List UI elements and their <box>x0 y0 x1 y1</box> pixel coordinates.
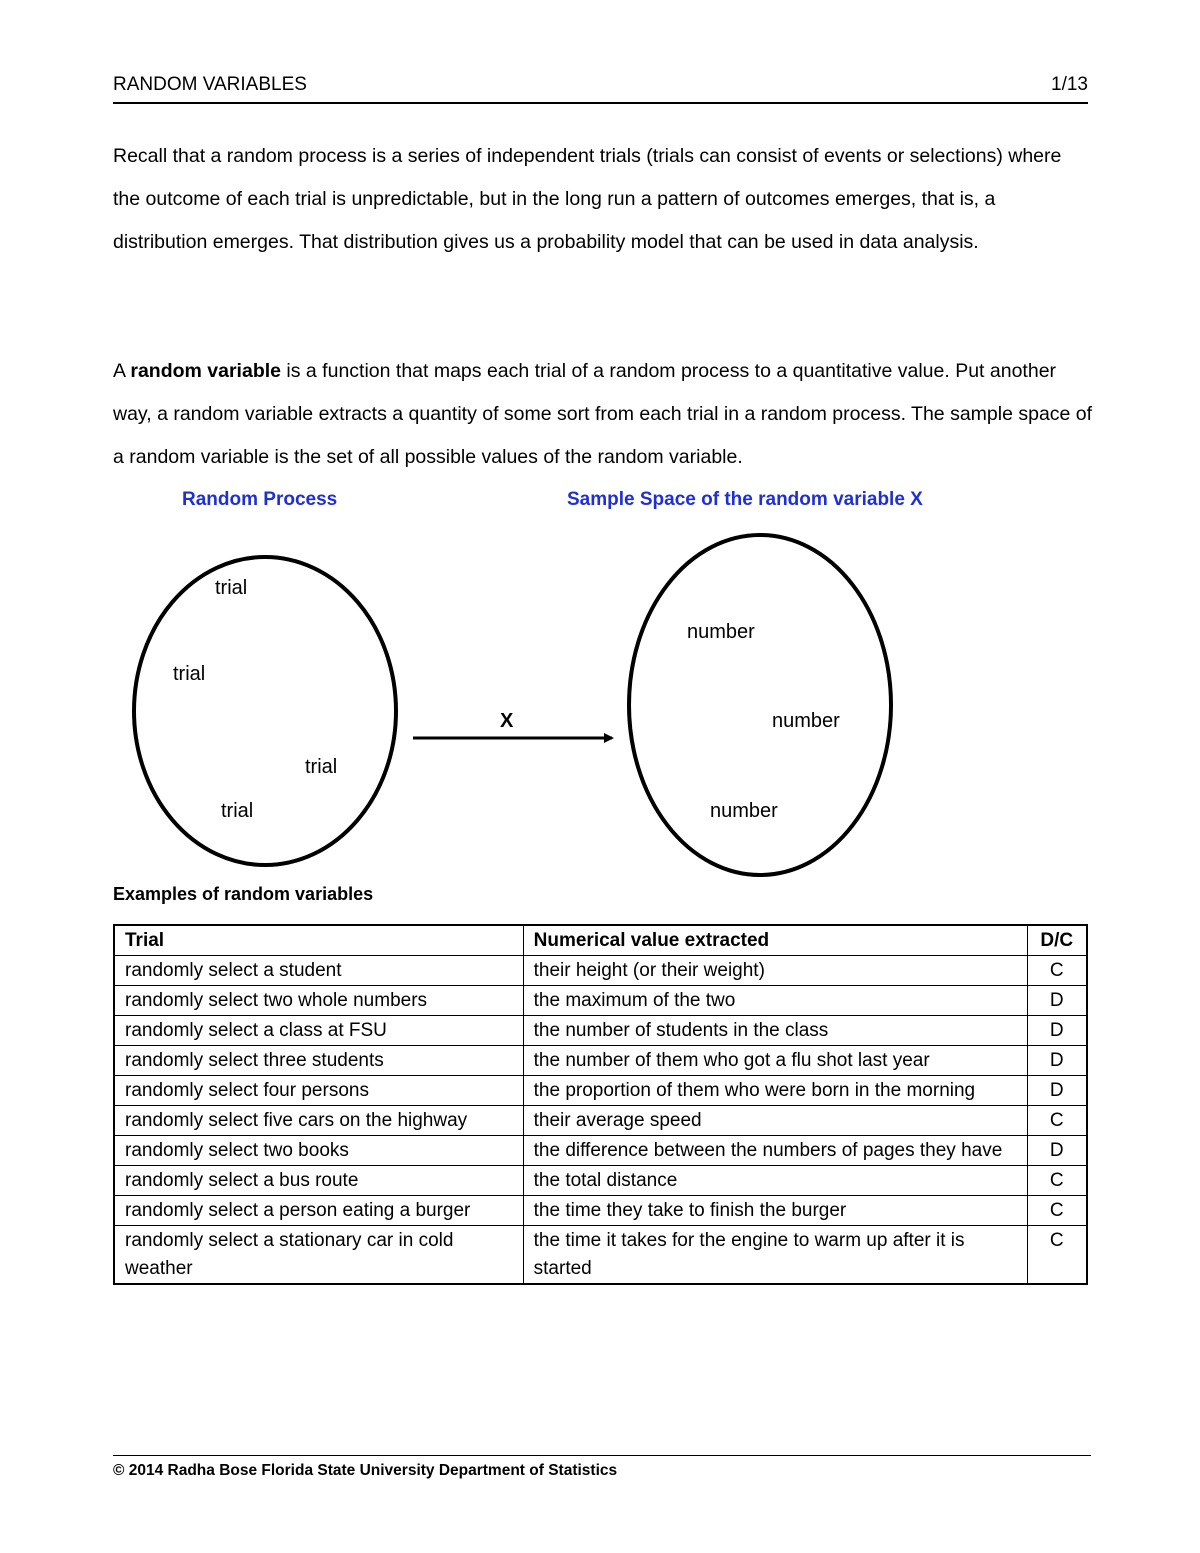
dc-cell: C <box>1027 1166 1087 1196</box>
value-cell: their average speed <box>523 1106 1027 1136</box>
examples-heading: Examples of random variables <box>113 884 374 904</box>
table-row <box>114 1196 1087 1226</box>
dc-cell: D <box>1027 1136 1087 1166</box>
table-row <box>114 1076 1087 1106</box>
table-row <box>114 1046 1087 1076</box>
number-label: number <box>772 710 840 732</box>
value-cell: the difference between the numbers of pages they have <box>523 1136 1027 1166</box>
value-cell: the time they take to finish the burger <box>523 1196 1027 1226</box>
column-header-dc: D/C <box>1027 925 1087 956</box>
page-number: 1/13 <box>1051 74 1088 95</box>
trial-cell: randomly select two whole numbers <box>114 986 523 1016</box>
value-cell: the number of them who got a flu shot last year <box>523 1046 1027 1076</box>
document-title: RANDOM VARIABLES <box>113 74 307 95</box>
dc-cell: C <box>1027 956 1087 986</box>
definition-rest: is a function that maps each trial of a random process to a quantitative value. Put another way, a random variable extracts a quantity of some sort from each trial in a random process. The sample space of a random variable is the set of all possible values of the random variable. <box>113 360 1093 468</box>
trial-cell: randomly select two books <box>114 1136 523 1166</box>
trial-cell: randomly select a student <box>114 956 523 986</box>
random-process-ellipse <box>134 557 396 865</box>
column-header-value: Numerical value extracted <box>523 925 1027 956</box>
definition-term: random variable <box>130 360 281 382</box>
definition-start: A <box>113 360 131 382</box>
trial-label: trial <box>305 756 338 778</box>
table-row <box>114 1226 1087 1285</box>
trial-label: trial <box>173 663 206 685</box>
sample-space-label: Sample Space of the random variable X <box>567 489 923 510</box>
intro-paragraph: Recall that a random process is a series of independent trials (trials can consist of events or selections) where the outcome of each trial is unpredictable, but in the long run a pattern of outcomes emerges, that is, a distribution emerges. That distribution gives us a probability model that can be used in data analysis. <box>113 145 1062 253</box>
random-process-label: Random Process <box>182 489 338 510</box>
trial-cell: randomly select five cars on the highway <box>114 1106 523 1136</box>
trial-cell: randomly select a person eating a burger <box>114 1196 523 1226</box>
value-cell: their height (or their weight) <box>523 956 1027 986</box>
examples-table <box>113 924 1088 1285</box>
copyright-text: © 2014 Radha Bose Florida State University Department of Statistics <box>113 1462 618 1479</box>
value-cell: the maximum of the two <box>523 986 1027 1016</box>
table-row <box>114 1016 1087 1046</box>
number-label: number <box>710 800 778 822</box>
value-cell: the total distance <box>523 1166 1027 1196</box>
dc-cell: D <box>1027 1076 1087 1106</box>
page-footer <box>113 1455 1091 1479</box>
table-row <box>114 1106 1087 1136</box>
table-header-row <box>114 925 1087 956</box>
value-cell: the proportion of them who were born in the morning <box>523 1076 1027 1106</box>
dc-cell: C <box>1027 1106 1087 1136</box>
trial-cell: randomly select four persons <box>114 1076 523 1106</box>
value-cell: the time it takes for the engine to warm up after it is started <box>523 1226 1027 1285</box>
table-row <box>114 1166 1087 1196</box>
number-label: number <box>687 621 755 643</box>
value-cell: the number of students in the class <box>523 1016 1027 1046</box>
trial-cell: randomly select three students <box>114 1046 523 1076</box>
table-row <box>114 986 1087 1016</box>
dc-cell: D <box>1027 1046 1087 1076</box>
table-row <box>114 956 1087 986</box>
trial-cell: randomly select a stationary car in cold weather <box>114 1226 523 1285</box>
trial-label: trial <box>221 800 254 822</box>
dc-cell: C <box>1027 1226 1087 1285</box>
sample-space-ellipse <box>629 535 891 875</box>
trial-cell: randomly select a class at FSU <box>114 1016 523 1046</box>
trial-cell: randomly select a bus route <box>114 1166 523 1196</box>
dc-cell: D <box>1027 986 1087 1016</box>
dc-cell: D <box>1027 1016 1087 1046</box>
arrow-label: X <box>500 710 514 732</box>
trial-label: trial <box>215 577 248 599</box>
dc-cell: C <box>1027 1196 1087 1226</box>
column-header-trial: Trial <box>114 925 523 956</box>
table-row <box>114 1136 1087 1166</box>
